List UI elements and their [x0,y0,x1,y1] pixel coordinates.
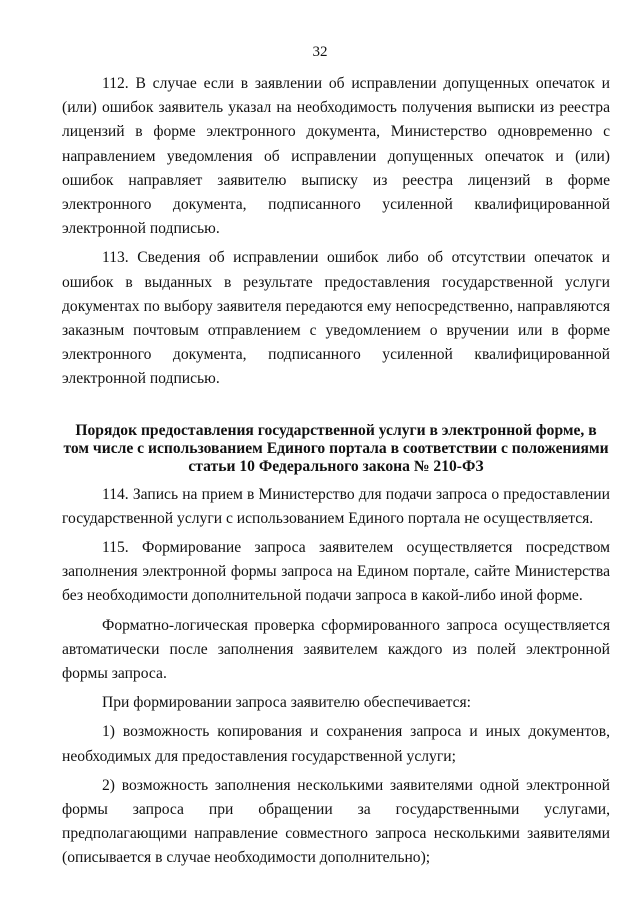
paragraph-provided-features: При формировании запроса заявителю обеспечивается: [102,694,471,712]
list-item-1: 1) возможность копирования и сохранения запроса и иных документов, необходимых для предоставления государственной услуги; [62,723,610,765]
paragraph-115: 115. Формирование запроса заявителем осуществляется посредством заполнения электронной формы запроса на Едином портале, сайте Министерства без необходимости дополнительной подачи запроса в какой-либо иной форме. [62,539,610,605]
page-number: 32 [312,44,328,60]
paragraph-112: 112. В случае если в заявлении об исправлении допущенных опечаток и (или) ошибок заявитель указал на необходимость получения выписки из реестра лицензий в форме электронного документа, Министерство одновременно с направлением уведомления об исправлении допущенных опечаток и (или) ошибок направляет заявителю выписку из реестра лицензий в форме электронного документа, подписанного усиленной квалифицированной электронной подписью. [62,75,610,238]
paragraph-113: 113. Сведения об исправлении ошибок либо об отсутствии опечаток и ошибок в выданных в результате предоставления государственной услуги документах по выбору заявителя передаются ему непосредственно, направляются заказным почтовым отправлением с уведомлением о вручении или в форме электронного документа, подписанного усиленной квалифицированной электронной подписью. [62,249,610,388]
section-heading: Порядок предоставления государственной услуги в электронной форме, в том числе с использованием Единого портала в соответствии с положениями статьи 10 Федерального закона № 210-ФЗ [63,421,609,475]
paragraph-114: 114. Запись на прием в Министерство для подачи запроса о предоставлении государственной услуги с использованием Единого портала не осуществляется. [62,485,610,527]
list-item-2: 2) возможность заполнения несколькими заявителями одной электронной формы запроса при обращении за государственными услугами, предполагающими направление совместного запроса несколькими заявителями (описывается в случае необходимости дополнительно); [62,776,610,867]
paragraph-format-check: Форматно-логическая проверка сформированного запроса осуществляется автоматически после заполнения заявителем каждого из полей электронной формы запроса. [62,616,610,683]
document-body [62,72,610,871]
